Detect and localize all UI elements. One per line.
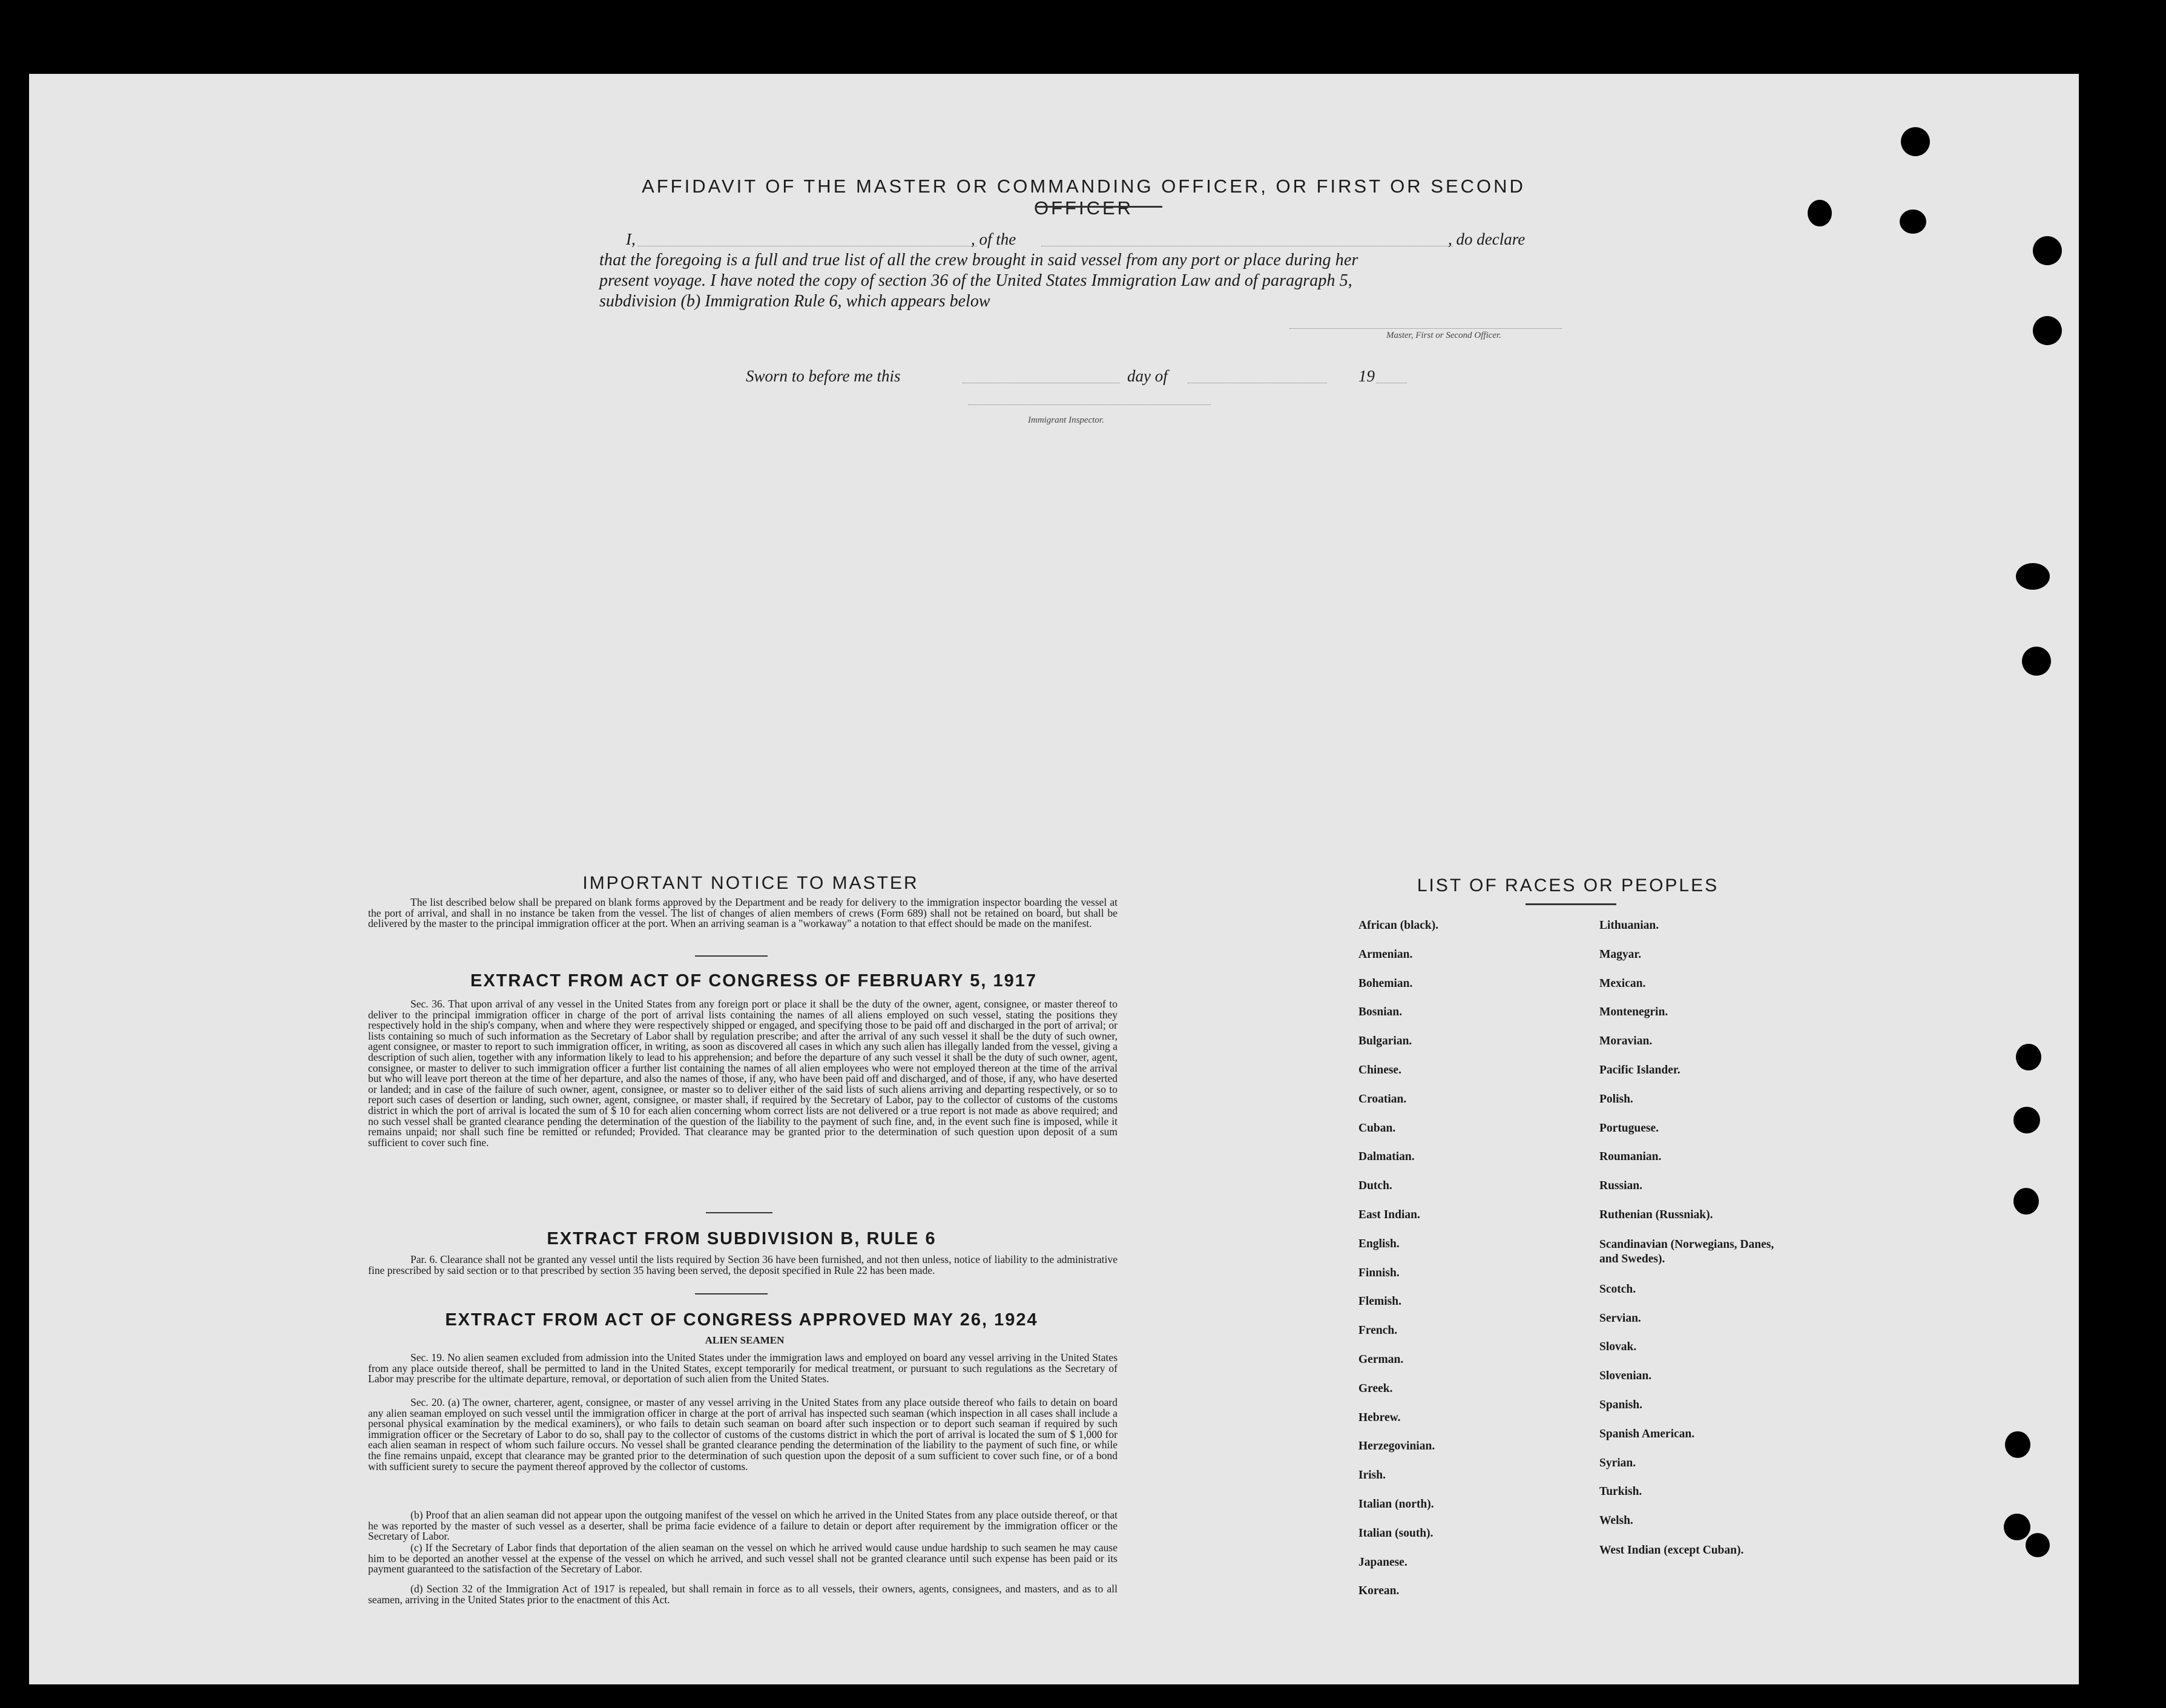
races-title: LIST OF RACES OR PEOPLES	[1417, 875, 1719, 895]
notice-rule	[695, 955, 768, 957]
affidavit-i-label: I,	[626, 230, 636, 248]
list-item: Syrian.	[1599, 1456, 1636, 1469]
list-item: Magyar.	[1599, 948, 1642, 961]
punch-hole	[1901, 127, 1930, 156]
list-item: Hebrew.	[1358, 1411, 1401, 1424]
list-item: Dalmatian.	[1358, 1150, 1415, 1164]
list-item: Welsh.	[1599, 1514, 1633, 1528]
affidavit-text-line-1: that the foregoing is a full and true list of all the crew brought in said vessel from any port or place during her	[599, 251, 1358, 269]
list-item: Bulgarian.	[1358, 1035, 1412, 1048]
list-item: Servian.	[1599, 1311, 1641, 1325]
list-item: Dutch.	[1358, 1179, 1392, 1193]
year-label: 19	[1358, 367, 1375, 385]
list-item: Spanish American.	[1599, 1427, 1695, 1440]
list-item: Chinese.	[1358, 1063, 1401, 1077]
list-item: Flemish.	[1358, 1295, 1401, 1308]
races-title-underline	[1526, 903, 1616, 905]
inspector-label: Immigrant Inspector.	[1028, 415, 1104, 425]
signature-line	[1289, 328, 1562, 329]
list-item: English.	[1358, 1237, 1400, 1250]
list-item: Scotch.	[1599, 1282, 1636, 1296]
affidavit-title: AFFIDAVIT OF THE MASTER OR COMMANDING OFFICER, OR FIRST OR SECOND OFFICER	[642, 176, 1526, 219]
list-item: Ruthenian (Russniak).	[1599, 1208, 1713, 1221]
extract-1924-title: EXTRACT FROM ACT OF CONGRESS APPROVED MAY 26, 1924	[445, 1310, 1038, 1330]
list-item: Irish.	[1358, 1469, 1386, 1482]
list-item: German.	[1358, 1353, 1404, 1366]
extract-1917-title: EXTRACT FROM ACT OF CONGRESS OF FEBRUARY 5, 1917	[470, 971, 1038, 991]
punch-hole	[2016, 563, 2050, 590]
subdivision-b-title: EXTRACT FROM SUBDIVISION B, RULE 6	[547, 1229, 937, 1248]
punch-hole	[2033, 316, 2062, 345]
list-item: Polish.	[1599, 1092, 1633, 1106]
list-item: Slovak.	[1599, 1340, 1637, 1354]
punch-hole	[2013, 1188, 2039, 1215]
list-item: Bosnian.	[1358, 1006, 1403, 1019]
title-underline	[1035, 206, 1162, 208]
list-item: Finnish.	[1358, 1266, 1400, 1279]
affidavit-text-line-2: present voyage. I have noted the copy of section 36 of the United States Immigration Law and of paragraph 5,	[599, 271, 1352, 290]
list-item: Montenegrin.	[1599, 1006, 1668, 1019]
extract-1917-rule	[706, 1212, 772, 1213]
punch-hole	[2022, 647, 2051, 676]
list-item: Herzegovinian.	[1358, 1440, 1435, 1453]
list-item: Croatian.	[1358, 1092, 1407, 1106]
affidavit-declare-label: , do declare	[1448, 230, 1526, 248]
list-item: Pacific Islander.	[1599, 1063, 1680, 1077]
list-item: Lithuanian.	[1599, 919, 1659, 932]
list-item: Italian (north).	[1358, 1497, 1434, 1511]
races-left-column	[1358, 919, 1564, 1614]
punch-hole	[1808, 200, 1832, 226]
punch-hole	[2004, 1514, 2030, 1540]
list-item: West Indian (except Cuban).	[1599, 1543, 1744, 1557]
list-item: Greek.	[1358, 1382, 1393, 1395]
list-item: African (black).	[1358, 919, 1439, 932]
notice-title: IMPORTANT NOTICE TO MASTER	[582, 873, 919, 893]
affidavit-text-line-3: subdivision (b) Immigration Rule 6, which appears below	[599, 292, 990, 311]
list-item: Scandinavian (Norwegians, Danes, and Swedes).	[1599, 1238, 1774, 1265]
extract-1924-sec20b: (b) Proof that an alien seaman did not appear upon the outgoing manifest of the vessel on which he arrived in the United States from any place outside thereof, or that he was reported by the master of such vessel as a deserter, shall be prima facie evidence of a failure to detain or deport after requirement by the immigration officer or the Secretary of Labor.	[368, 1509, 1118, 1543]
affidavit-of-the-label: , of the	[971, 230, 1016, 248]
list-item: Korean.	[1358, 1584, 1400, 1598]
list-item: Bohemian.	[1358, 977, 1413, 990]
list-item: Turkish.	[1599, 1485, 1642, 1499]
sworn-label: Sworn to before me this	[746, 367, 901, 385]
list-item: French.	[1358, 1324, 1398, 1337]
extract-1924-sec20a: Sec. 20. (a) The owner, charterer, agent, consignee, or master of any vessel arriving in the United States from any place outside thereof who fails to detain on board any alien seaman employed on such vessel until the immigration officer in charge at the port of arrival has inspected such seaman (which inspection in all cases shall include a personal physical examination by the medical examiners), or who fails to detain such seaman on board after such inspection or to deport such seaman if required by such immigration officer or the Secretary of Labor to do so, shall pay to the collector of customs of the customs district in which the port of arrival is located the sum of $ 1,000 for each alien seaman in respect of whom such failure occurs. No vessel shall be granted clearance pending the determination of the liability to the payment of such fine, or while the fine remains unpaid, except that clearance may be granted prior to the determination of such question upon the deposit of a sum sufficient to cover such fine, or of a bond with sufficient surety to secure the payment thereof approved by the collector of customs.	[368, 1396, 1118, 1472]
list-item: Roumanian.	[1599, 1150, 1662, 1164]
punch-hole	[2026, 1533, 2050, 1557]
notice-body: The list described below shall be prepared on blank forms approved by the Department and be ready for delivery to the immigration inspector boarding the vessel at the port of arrival, and shall in no instance be taken from the vessel. The list of changes of alien members of crews (Form 689) shall not be retained on board, but shall be delivered by the master to the principal immigration officer at the port. When an arriving seaman is a "workaway" a notation to that effect should be made on the manifest.	[368, 896, 1118, 930]
list-item: Portuguese.	[1599, 1121, 1659, 1135]
punch-hole	[2016, 1044, 2041, 1070]
punch-hole	[2013, 1107, 2040, 1133]
subdivision-b-body: Par. 6. Clearance shall not be granted any vessel until the lists required by Section 36 have been furnished, and not then unless, notice of liability to the administrative fine prescribed by said section or to that prescribed by section 35 having been served, the deposit specified in Rule 22 has been made.	[368, 1253, 1118, 1276]
extract-1924-subtitle: ALIEN SEAMEN	[705, 1334, 785, 1346]
inspector-signature-line	[969, 404, 1211, 405]
day-of-label: day of	[1127, 367, 1168, 385]
list-item: Cuban.	[1358, 1121, 1396, 1135]
extract-1924-sec19: Sec. 19. No alien seamen excluded from admission into the United States under the immigration laws and employed on board any vessel arriving in the United States from any place outside thereof, shall be permitted to land in the United States, except temporarily for medical treatment, or pursuant to such regulations as the Secretary of Labor may prescribe for the ultimate departure, removal, or deportation of such alien from the United States.	[368, 1351, 1118, 1385]
punch-hole	[2005, 1431, 2030, 1458]
subdivision-b-rule	[695, 1293, 768, 1294]
signature-label: Master, First or Second Officer.	[1386, 331, 1501, 340]
list-item: East Indian.	[1358, 1208, 1420, 1221]
punch-hole	[1900, 209, 1926, 234]
extract-1917-body: Sec. 36. That upon arrival of any vessel in the United States from any foreign port or place it shall be the duty of the owner, agent, consignee, or master thereof to deliver to the principal immigration officer in charge of the port of arrival lists containing the names of all aliens employed on such vessel, stating the positions they respectively hold in the ship's company, when and where they were respectively shipped or engaged, and specifying those to be paid off and discharged in the port of arrival; or lists containing so much of such information as the Secretary of Labor shall by regulation prescribe; and after the arrival of any such vessel it shall be the duty of such owner, agent consignee, or master to report to such immigration officer, in writing, as soon as discovered all cases in which any such alien has illegally landed from the vessel, giving a description of such alien, together with any information likely to lead to his apprehension; and before the departure of any such vessel it shall be the duty of such owner, agent, consignee, or master to deliver to such immigration officer a further list containing the names of all alien employees who were not employed thereon at the time of the arrival but who will leave port thereon at the time of her departure, and also the names of those, if any, who have been paid off and discharged, and of those, if any, who have deserted or landed; and in case of the failure of such owner, agent, consignee, or master so to deliver either of the said lists of such aliens arriving and departing respectively, or so to report such cases of desertion or landing, such owner, agent, consignee, or master shall, if required by the Secretary of Labor, pay to the collector of customs of the customs district in which the port of arrival is located the sum of $ 10 for each alien concerning whom correct lists are not delivered or a true report is not made as above required; and no such vessel shall be granted clearance pending the determination of the question of the liability to the payment of such fine, and, in the event such fine is imposed, while it remains unpaid; nor shall such fine be remitted or refunded; Provided. That clearance may be granted prior to the determination of such question upon deposit of a sum sufficient to cover such fine.	[368, 998, 1118, 1149]
list-item: Armenian.	[1358, 948, 1413, 961]
list-item: Japanese.	[1358, 1555, 1407, 1569]
punch-hole	[2033, 236, 2062, 265]
extract-1924-sec20c: (c) If the Secretary of Labor finds that deportation of the alien seaman on the vessel on which he arrived would cause undue hardship to such seamen he may cause him to be deported an another vessel at the expense of the vessel on which he arrived, and such vessel shall not be granted clearance until such expense has been paid or its payment guaranteed to the satisfaction of the Secretary of Labor.	[368, 1541, 1118, 1575]
list-item: Spanish.	[1599, 1398, 1643, 1411]
list-item: Russian.	[1599, 1179, 1642, 1193]
extract-1924-sec20d: (d) Section 32 of the Immigration Act of 1917 is repealed, but shall remain in force as to all vessels, their owners, agents, consignees, and masters, and as to all seamen, arriving in the United States prior to the enactment of this Act.	[368, 1583, 1118, 1606]
list-item: Moravian.	[1599, 1035, 1653, 1048]
list-item: Mexican.	[1599, 977, 1646, 990]
list-item: Slovenian.	[1599, 1370, 1652, 1383]
races-right-column	[1599, 919, 1793, 1580]
list-item: Italian (south).	[1358, 1526, 1434, 1540]
